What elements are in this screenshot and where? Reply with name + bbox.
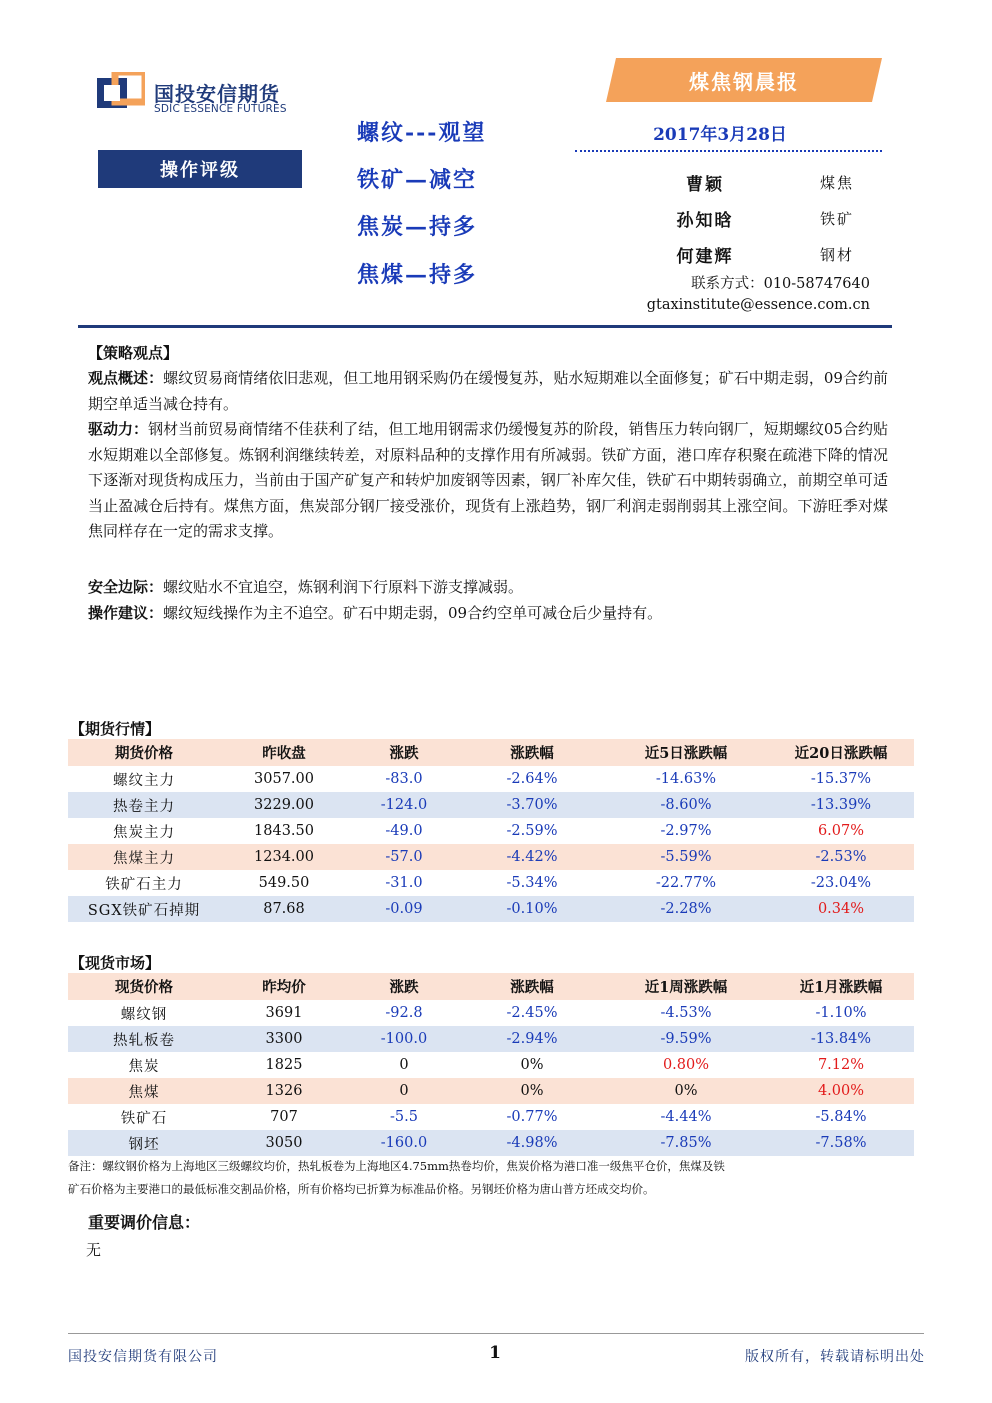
futures-table-cell: -8.60% bbox=[660, 797, 712, 813]
futures-table-cell: -2.97% bbox=[660, 823, 712, 839]
futures-table-cell: SGX铁矿石掉期 bbox=[87, 902, 201, 919]
view-iron-ore: 铁矿—减空 bbox=[357, 167, 478, 193]
footer-divider bbox=[68, 1333, 924, 1334]
futures-table-cell: 螺纹主力 bbox=[113, 772, 175, 789]
spot-table-cell: -9.59% bbox=[660, 1031, 712, 1047]
futures-table-cell: -23.04% bbox=[810, 875, 872, 891]
footer-company: 国投安信期货有限公司 bbox=[68, 1349, 218, 1365]
spot-table-cell: 0% bbox=[674, 1083, 698, 1099]
spot-table-cell: 钢坯 bbox=[128, 1136, 160, 1153]
author-coverage: 煤焦 bbox=[820, 174, 855, 192]
spot-table bbox=[68, 973, 914, 1156]
spot-table-cell: -2.45% bbox=[506, 1005, 558, 1021]
futures-table-row bbox=[68, 818, 914, 844]
futures-table-cell: -14.63% bbox=[655, 771, 717, 787]
author-name: 孙知晗 bbox=[676, 211, 734, 231]
futures-table-row bbox=[68, 896, 914, 922]
author-name: 何建辉 bbox=[676, 247, 734, 267]
spot-table-cell: -0.77% bbox=[506, 1109, 558, 1125]
futures-table-cell: 3229.00 bbox=[254, 797, 314, 813]
spot-table-cell: -4.98% bbox=[506, 1135, 558, 1151]
footer-copyright: 版权所有，转载请标明出处 bbox=[745, 1349, 925, 1365]
futures-table-cell: -57.0 bbox=[385, 849, 423, 865]
futures-table-cell: -49.0 bbox=[385, 823, 423, 839]
futures-table-cell: -2.59% bbox=[506, 823, 558, 839]
futures-table-cell: -0.10% bbox=[506, 901, 558, 917]
futures-header-row bbox=[68, 739, 914, 766]
futures-table-row bbox=[68, 766, 914, 792]
spot-table-row bbox=[68, 1026, 914, 1052]
spot-table-cell: 707 bbox=[270, 1109, 298, 1125]
futures-table-row bbox=[68, 844, 914, 870]
spot-table-cell: -5.5 bbox=[390, 1109, 418, 1125]
spot-header-cell: 涨跌 bbox=[389, 979, 419, 996]
spot-table-cell: -100.0 bbox=[380, 1031, 428, 1047]
spot-table-cell: 0 bbox=[399, 1057, 409, 1073]
strategy-safety bbox=[88, 575, 888, 601]
futures-header-cell: 涨跌幅 bbox=[510, 745, 554, 762]
spot-table-cell: -13.84% bbox=[810, 1031, 872, 1047]
futures-table-cell: -5.59% bbox=[660, 849, 712, 865]
spot-table-cell: 7.12% bbox=[817, 1057, 865, 1073]
futures-table-cell: -2.53% bbox=[815, 849, 867, 865]
spot-table-cell: 0% bbox=[520, 1083, 544, 1099]
spot-note-line1: 备注：螺纹钢价格为上海地区三级螺纹均价，热轧板卷为上海地区4.75mm热卷均价，焦炭价格为港口准一级焦平仓价，焦煤及铁 bbox=[68, 1159, 725, 1173]
spot-table-cell: 4.00% bbox=[817, 1083, 865, 1099]
spot-table-cell: -5.84% bbox=[815, 1109, 867, 1125]
logo-chinese-name: 国投安信期货 bbox=[154, 82, 280, 106]
author-coverage: 铁矿 bbox=[820, 210, 855, 228]
spot-header-cell: 现货价格 bbox=[115, 979, 173, 996]
driver-label: 驱动力： bbox=[88, 420, 149, 438]
futures-table-cell: -15.37% bbox=[810, 771, 872, 787]
spot-header-cell: 近1月涨跌幅 bbox=[799, 979, 883, 996]
advice-text: 螺纹短线操作为主不追空。矿石中期走弱，09合约空单可减仓后少量持有。 bbox=[163, 604, 663, 622]
spot-table-cell: -7.58% bbox=[815, 1135, 867, 1151]
futures-table-cell: -3.70% bbox=[506, 797, 558, 813]
futures-header-cell: 近5日涨跌幅 bbox=[644, 745, 728, 762]
rating-label: 操作评级 bbox=[98, 150, 302, 188]
author-name: 曹颖 bbox=[686, 175, 724, 195]
logo-english-name: SDIC ESSENCE FUTURES bbox=[154, 103, 287, 115]
price-info-title: 重要调价信息： bbox=[88, 1213, 201, 1232]
futures-table-cell: 87.68 bbox=[263, 901, 305, 917]
spot-table-row bbox=[68, 1078, 914, 1104]
futures-table-cell: -31.0 bbox=[385, 875, 423, 891]
view-coking-coal: 焦煤—持多 bbox=[357, 262, 478, 288]
spot-table-cell: 0% bbox=[520, 1057, 544, 1073]
strategy-overview bbox=[88, 366, 888, 417]
price-info-content: 无 bbox=[86, 1241, 102, 1259]
futures-table-cell: -124.0 bbox=[380, 797, 428, 813]
futures-table bbox=[68, 739, 914, 922]
view-rebar: 螺纹---观望 bbox=[357, 120, 487, 146]
futures-table-cell: 热卷主力 bbox=[113, 798, 175, 815]
futures-title: 【期货行情】 bbox=[70, 720, 161, 738]
spot-header-row bbox=[68, 973, 914, 1000]
report-banner bbox=[606, 58, 882, 102]
futures-table-cell: 3057.00 bbox=[254, 771, 314, 787]
strategy-advice bbox=[88, 601, 888, 627]
author-coverage: 钢材 bbox=[820, 246, 855, 264]
futures-table-cell: 6.07% bbox=[817, 823, 865, 839]
report-title: 煤焦钢晨报 bbox=[689, 69, 799, 94]
spot-note-line2: 矿石价格为主要港口的最低标准交割品价格，所有价格均已折算为标准品价格。另钢坯价格为唐山普方坯成交均价。 bbox=[68, 1182, 655, 1196]
view-coke: 焦炭—持多 bbox=[357, 214, 478, 240]
futures-table-cell: 1843.50 bbox=[254, 823, 314, 839]
spot-table-cell: 1326 bbox=[265, 1083, 303, 1099]
driver-text: 钢材当前贸易商情绪不佳获利了结，但工地用钢需求仍缓慢复苏的阶段，销售压力转向钢厂，短期螺纹05合约贴水短期难以全部修复。炼钢利润继续转差，对原料品种的支撑作用有所减弱。铁矿方面，港口库存积聚在疏港下降的情况下逐渐对现货构成压力，当前由于国产矿复产和转炉加废钢等因素，钢厂补库欠佳，铁矿石中期转弱确立，前期空单可适当止盈减仓后持有。煤焦方面，焦炭部分钢厂接受涨价，现货有上涨趋势，钢厂利润走弱削弱其上涨空间。下游旺季对煤焦同样存在一定的需求支撑。 bbox=[88, 420, 888, 540]
safety-text: 螺纹贴水不宜追空，炼钢利润下行原料下游支撑减弱。 bbox=[163, 578, 524, 596]
spot-table-cell: 铁矿石 bbox=[120, 1110, 168, 1127]
spot-table-cell: 0 bbox=[399, 1083, 409, 1099]
safety-label: 安全边际： bbox=[88, 578, 164, 596]
futures-table-cell: -2.64% bbox=[506, 771, 558, 787]
futures-table-cell: -83.0 bbox=[385, 771, 423, 787]
spot-table-cell: -1.10% bbox=[815, 1005, 867, 1021]
contact-phone: 联系方式：010-58747640 bbox=[691, 276, 870, 292]
dotted-divider bbox=[575, 150, 882, 152]
futures-table-cell: -4.42% bbox=[506, 849, 558, 865]
spot-table-cell: 3691 bbox=[265, 1005, 303, 1021]
futures-table-cell: -13.39% bbox=[810, 797, 872, 813]
spot-table-cell: -4.53% bbox=[660, 1005, 712, 1021]
spot-table-cell: -160.0 bbox=[380, 1135, 428, 1151]
spot-header-cell: 涨跌幅 bbox=[510, 979, 554, 996]
spot-table-cell: 焦煤 bbox=[128, 1084, 160, 1101]
spot-table-cell: 3300 bbox=[265, 1031, 303, 1047]
spot-table-cell: 焦炭 bbox=[128, 1058, 160, 1075]
futures-table-cell: 549.50 bbox=[258, 875, 310, 891]
futures-table-cell: 焦煤主力 bbox=[113, 850, 175, 867]
futures-table-cell: 焦炭主力 bbox=[113, 824, 175, 841]
spot-table-row bbox=[68, 1000, 914, 1026]
strategy-driver bbox=[88, 417, 888, 545]
report-date: 2017年3月28日 bbox=[653, 125, 787, 145]
header-divider bbox=[78, 325, 892, 328]
spot-table-cell: 0.80% bbox=[662, 1057, 710, 1073]
futures-table-cell: -0.09 bbox=[385, 901, 423, 917]
page-number: 1 bbox=[489, 1343, 501, 1363]
company-logo-icon bbox=[97, 72, 145, 114]
spot-title: 【现货市场】 bbox=[70, 954, 161, 972]
advice-label: 操作建议： bbox=[88, 604, 164, 622]
futures-header-cell: 昨收盘 bbox=[262, 745, 306, 762]
strategy-title: 【策略观点】 bbox=[88, 344, 179, 362]
overview-label: 观点概述： bbox=[88, 369, 164, 387]
futures-table-cell: -2.28% bbox=[660, 901, 712, 917]
spot-table-cell: 3050 bbox=[265, 1135, 303, 1151]
futures-table-cell: -22.77% bbox=[655, 875, 717, 891]
futures-header-cell: 近20日涨跌幅 bbox=[794, 745, 888, 762]
spot-table-row bbox=[68, 1104, 914, 1130]
spot-table-cell: -7.85% bbox=[660, 1135, 712, 1151]
futures-table-cell: -5.34% bbox=[506, 875, 558, 891]
spot-table-cell: 1825 bbox=[265, 1057, 303, 1073]
futures-table-cell: 铁矿石主力 bbox=[105, 876, 183, 893]
spot-header-cell: 近1周涨跌幅 bbox=[644, 979, 728, 996]
spot-table-cell: -92.8 bbox=[385, 1005, 423, 1021]
spot-table-cell: -2.94% bbox=[506, 1031, 558, 1047]
spot-table-cell: -4.44% bbox=[660, 1109, 712, 1125]
futures-header-cell: 涨跌 bbox=[389, 745, 419, 762]
spot-table-cell: 螺纹钢 bbox=[120, 1006, 168, 1023]
futures-table-cell: 1234.00 bbox=[254, 849, 314, 865]
spot-table-cell: 热轧板卷 bbox=[113, 1032, 175, 1049]
futures-table-row bbox=[68, 792, 914, 818]
overview-text: 螺纹贸易商情绪依旧悲观，但工地用钢采购仍在缓慢复苏，贴水短期难以全面修复；矿石中期走弱，09合约前期空单适当减仓持有。 bbox=[88, 369, 888, 413]
futures-table-row bbox=[68, 870, 914, 896]
spot-header-cell: 昨均价 bbox=[262, 979, 306, 996]
futures-table-cell: 0.34% bbox=[817, 901, 865, 917]
contact-email[interactable]: gtaxinstitute@essence.com.cn bbox=[646, 297, 870, 313]
futures-header-cell: 期货价格 bbox=[115, 745, 173, 762]
spot-table-row bbox=[68, 1052, 914, 1078]
